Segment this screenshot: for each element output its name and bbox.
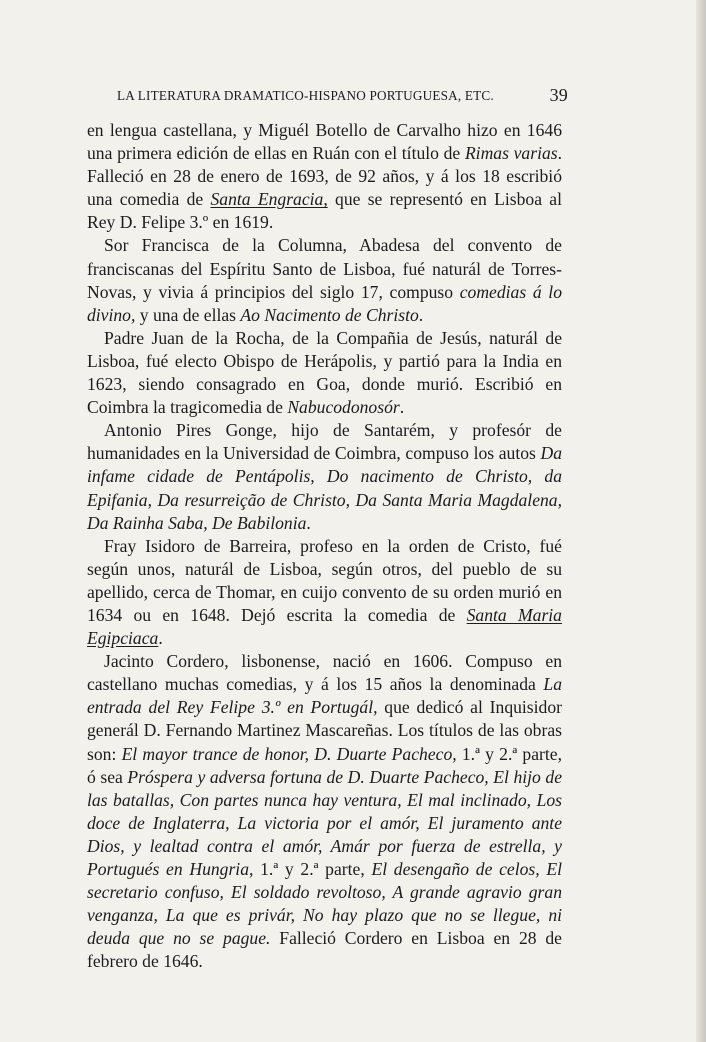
italic-title: La entrada del Rey Felipe 3.º en Portugál, xyxy=(87,674,562,718)
italic-title: El desengaño de celos, El secretario confuso, El soldado revoltoso, A grande agravio gran venganza, La que es privár, No hay plazo que no se llegue, ni deuda que no se pague. xyxy=(87,859,562,949)
text-run: . xyxy=(158,628,163,649)
page-number: 39 xyxy=(549,85,568,105)
underlined-run xyxy=(210,189,327,209)
italic-title: Santa Maria Egipciaca xyxy=(87,604,562,649)
text-run: 1.ª y 2.ª parte, ó sea xyxy=(87,743,562,787)
text-run: . xyxy=(418,304,424,325)
paragraph xyxy=(87,535,562,650)
italic-title: comedias á lo divino, xyxy=(87,281,562,325)
running-header xyxy=(117,85,572,105)
text-run: . xyxy=(399,397,405,418)
text-run: Sor Francisca de la Columna, Abadesa del convento de franciscanas del Espíritu Santo de Lisboa, fué naturál de Torres-Novas, y vivia á principios del siglo 17, compuso xyxy=(87,235,562,302)
paragraph xyxy=(87,234,562,326)
italic-title: Ao Nacimento de Christo xyxy=(240,304,419,325)
paragraph xyxy=(87,650,562,973)
paragraph xyxy=(87,119,562,234)
text-run: y una de ellas xyxy=(135,304,241,325)
text-run: en lengua castellana, y Miguél Botello de Carvalho hizo en 1646 una primera edición de ellas en Ruán con el título de xyxy=(87,120,562,164)
page-edge xyxy=(696,0,706,1042)
body-text xyxy=(87,119,562,973)
italic-title: El mayor trance de honor, D. Duarte Pacheco, xyxy=(121,743,457,764)
running-title: LA LITERATURA DRAMATICO-HISPANO PORTUGUESA, ETC. xyxy=(117,88,494,103)
text-run: 1.ª y 2.ª parte, xyxy=(253,859,372,879)
paragraph xyxy=(87,419,562,534)
text-run: Jacinto Cordero, lisbonense, nació en 1606. Compuso en castellano muchas comedias, y á los 15 años la denominada xyxy=(87,651,562,695)
italic-title: Nabucodonosór xyxy=(287,397,400,418)
text-run: que dedicó al Inquisidor generál D. Fernando Martinez Mascareñas. Los títulos de las obras son: xyxy=(87,697,562,764)
text-run: Antonio Pires Gonge, hijo de Santarém, y profesór de humanidades en la Universidad de Coimbra, compuso los autos xyxy=(87,420,562,464)
text-run: Falleció Cordero en Lisboa en 28 de febrero de 1646. xyxy=(87,928,562,972)
paragraph xyxy=(87,327,562,419)
text-run: . Falleció en 28 de enero de 1693, de 92 años, y á los 18 escribió una comedia de xyxy=(87,143,563,210)
italic-title: Santa Engracia, xyxy=(210,189,328,210)
text-run: que se representó en Lisboa al Rey D. Felipe 3.º en 1619. xyxy=(87,189,562,233)
text-run: . xyxy=(306,512,311,533)
text-run: Padre Juan de la Rocha, de la Compañia de Jesús, naturál de Lisboa, fué electo Obispo de Herápolis, y partió para la India en 1623, siendo consagrado en Goa, donde murió. Escribió en Coimbra la tragicomedia de xyxy=(87,327,562,418)
italic-title: Da infame cidade de Pentápolis, Do nacimento de Christo, da Epifania, Da resurreição de Christo, Da Santa Maria Magdalena, Da Rainha Saba, De Babilonia xyxy=(87,443,562,533)
italic-title: Próspera y adversa fortuna de D. Duarte Pacheco, El hijo de las batallas, Con partes nunca hay ventura, El mal inclinado, Los doce de Inglaterra, La victoria por el amór, El juramento ante Dios, y lealtad contra el amór, Amár por fuerza de estrella, y Portugués en Hungria, xyxy=(87,766,563,879)
italic-title: Rimas varias xyxy=(464,143,558,164)
text-run: Fray Isidoro de Barreira, profeso en la orden de Cristo, fué según unos, naturál de Lisboa, según otros, del pueblo de su apellido, cerca de Thomar, en cuijo convento de su orden murió en 1634 ou en 1648. Dejó escrita la comedia de xyxy=(87,535,562,625)
